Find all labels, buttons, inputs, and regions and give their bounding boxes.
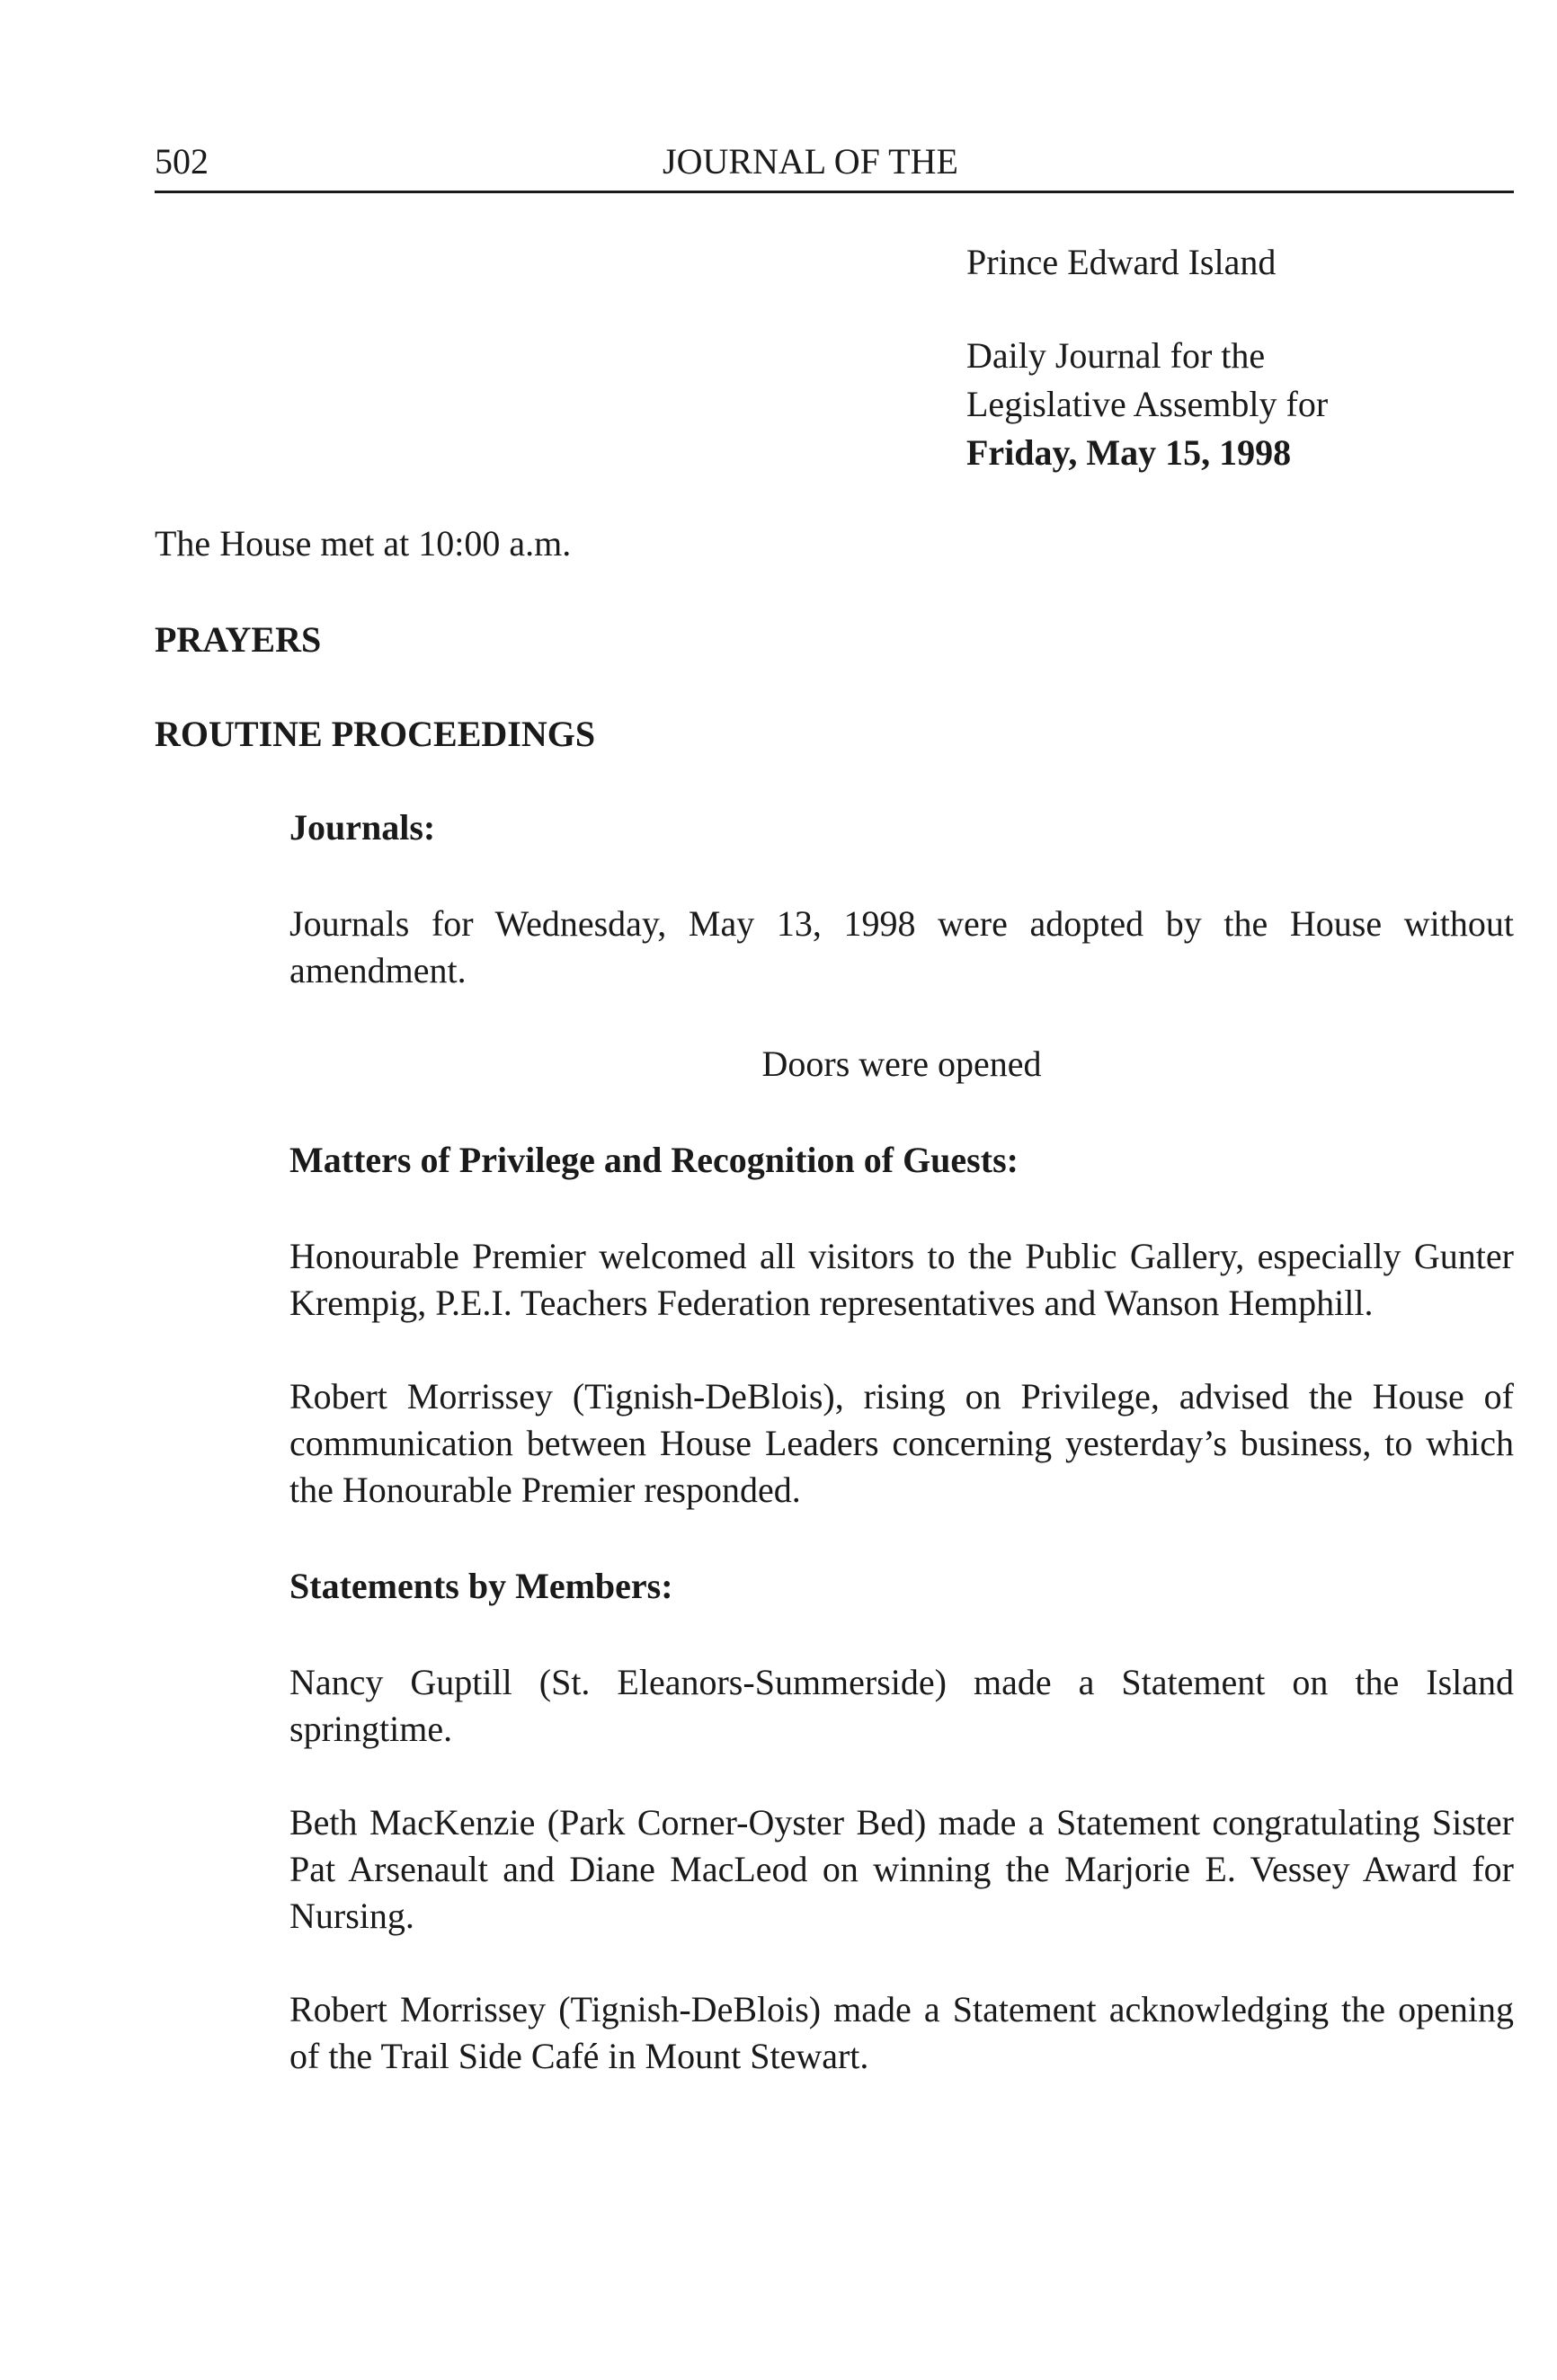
page-header — [155, 135, 1514, 189]
journal-title-line-2: Legislative Assembly for — [966, 384, 1329, 424]
journal-title-line-1: Daily Journal for the — [966, 335, 1266, 376]
statement-paragraph-2: Beth MacKenzie (Park Corner-Oyster Bed) made a Statement congratulating Sister Pat Arsenault and Diane MacLeod on winning the Marjorie E. Vessey Award for Nursing. — [289, 1802, 1514, 1936]
statement-paragraph-3: Robert Morrissey (Tignish-DeBlois) made a Statement acknowledging the opening of the Trail Side Café in Mount Stewart. — [289, 1989, 1514, 2076]
proceedings-body — [289, 804, 1514, 2080]
province-name: Prince Edward Island — [966, 242, 1277, 282]
privilege-heading: Matters of Privilege and Recognition of Guests: — [289, 1140, 1019, 1180]
statement-paragraph-1: Nancy Guptill (St. Eleanors-Summerside) made a Statement on the Island springtime. — [289, 1662, 1514, 1749]
privilege-paragraph-1: Honourable Premier welcomed all visitors to the Public Gallery, especially Gunter Krempig, P.E.I. Teachers Federation representatives and Wanson Hemphill. — [289, 1236, 1514, 1323]
house-met-line: The House met at 10:00 a.m. — [155, 523, 572, 564]
prayers-heading: PRAYERS — [155, 619, 322, 660]
routine-proceedings-heading: ROUTINE PROCEEDINGS — [155, 714, 596, 754]
journals-heading: Journals: — [289, 807, 436, 848]
statements-heading: Statements by Members: — [289, 1566, 673, 1606]
journals-paragraph: Journals for Wednesday, May 13, 1998 were adopted by the House without amendment. — [289, 903, 1514, 990]
doors-opened-line: Doors were opened — [761, 1043, 1042, 1084]
running-title: JOURNAL OF THE — [663, 141, 958, 182]
masthead — [966, 238, 1470, 477]
privilege-paragraph-2: Robert Morrissey (Tignish-DeBlois), rising on Privilege, advised the House of communication between House Leaders concerning yesterday’s business, to which the Honourable Premier responded. — [289, 1376, 1514, 1510]
header-rule — [155, 191, 1514, 193]
page-number: 502 — [155, 141, 209, 182]
sitting-date: Friday, May 15, 1998 — [966, 432, 1292, 473]
